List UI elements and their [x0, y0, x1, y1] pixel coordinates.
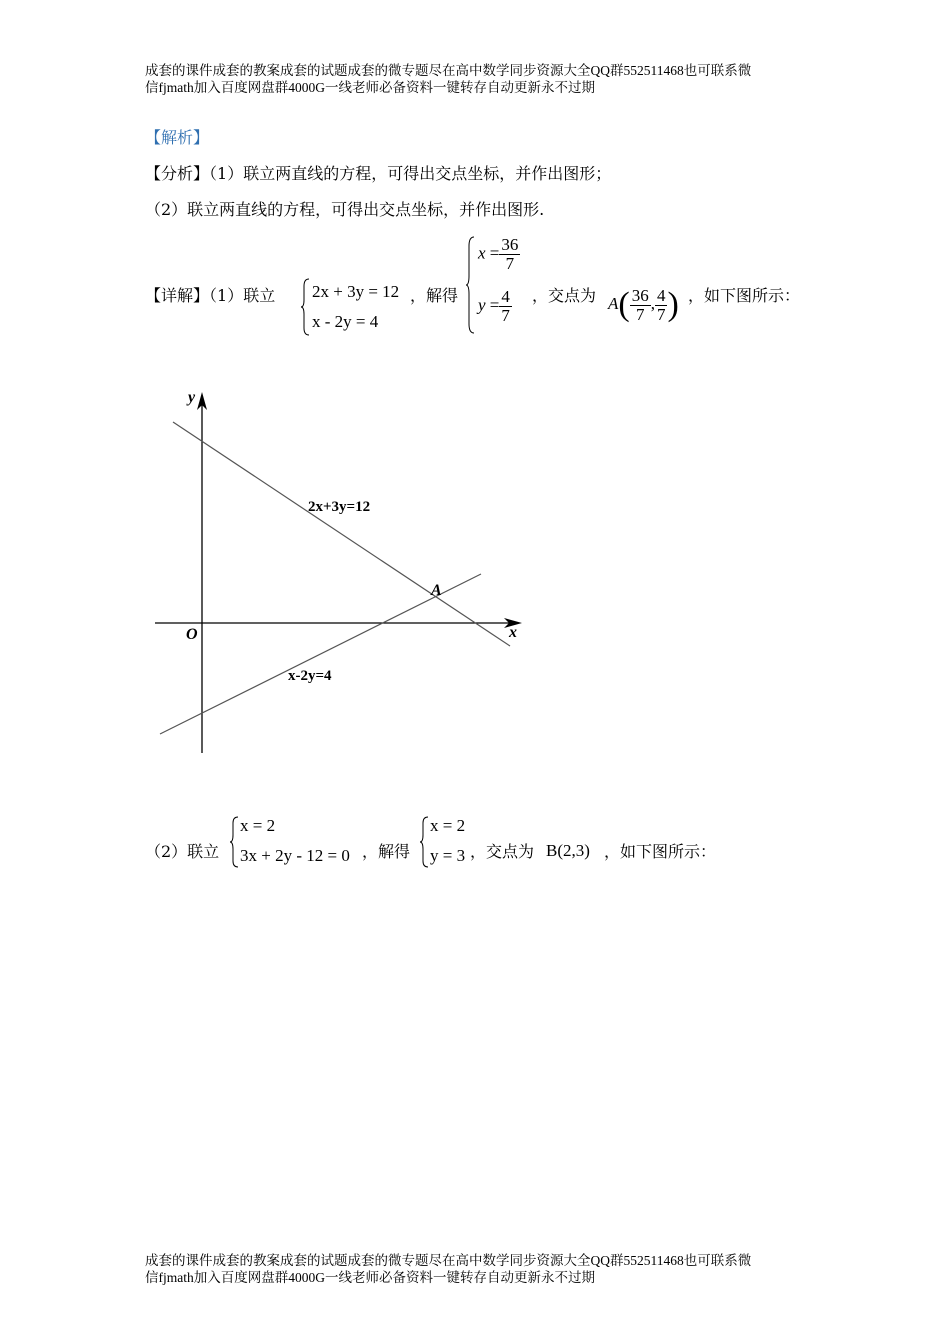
solution2-y: y = 3 — [430, 846, 466, 865]
point-b: B(2,3) — [546, 841, 590, 860]
point-a-y-num: 4 — [656, 285, 666, 305]
solution1-y-den: 7 — [501, 306, 510, 325]
graph-figure — [140, 380, 540, 770]
detail-part1-lead: （1）联立 — [209, 286, 276, 305]
point-a-y-den: 7 — [656, 304, 666, 324]
point-a-x-num: 36 — [631, 285, 649, 305]
header-line-1: 成套的课件成套的教案成套的试题成套的微专题尽在高中数学同步资源大全QQ群552511468也可联系微 — [145, 63, 752, 78]
solution1-x: x = $\frac{36}{7}$ — [478, 235, 519, 273]
detail-part1-prefix — [145, 286, 275, 306]
section-label: 【解析】 — [145, 128, 210, 147]
system1-brace — [301, 278, 311, 336]
y-axis-label: y — [188, 389, 196, 406]
intersection-word-1: ，交点为 — [532, 286, 597, 305]
solution1-x-den: 7 — [505, 254, 515, 273]
point-a-expression: A( $\frac{36}{7}$ , $\frac{4}{7}$ ) — [608, 285, 679, 324]
analysis-part-1: （1）联立两直线的方程，可得出交点坐标，并作出图形； — [209, 164, 612, 183]
point-a-figure-label: A — [431, 582, 442, 599]
as-shown-2: ，如下图所示： — [604, 842, 717, 861]
analysis-line-2: （2）联立两直线的方程，可得出交点坐标，并作出图形. — [145, 200, 545, 219]
analysis-label: 【分析】 — [145, 164, 210, 183]
as-shown-1: ，如下图所示： — [688, 286, 801, 305]
system2-eq2: 3x + 2y - 12 = 0 — [240, 846, 350, 865]
solution1-y: y = $\frac{4}{7}$ — [478, 287, 510, 325]
intersection-word-2: ，交点为 — [470, 842, 535, 861]
footer-line-2: 信fjmath加入百度网盘群4000G一线老师必备资料一键转存自动更新永不过期 — [145, 1270, 595, 1285]
solution1-brace — [466, 236, 476, 334]
line2-label: x-2y=4 — [288, 668, 332, 684]
detail-part2-prefix: （2）联立 — [145, 842, 220, 861]
solution1-y-num: 4 — [501, 287, 510, 306]
system1-eq1: 2x + 3y = 12 — [312, 282, 400, 301]
point-a-x-den: 7 — [635, 304, 645, 324]
solution2-brace — [420, 816, 430, 868]
line-2x-3y-12 — [173, 422, 510, 646]
point-a-label: A — [608, 293, 619, 313]
footer-line-1: 成套的课件成套的教案成套的试题成套的微专题尽在高中数学同步资源大全QQ群552511468也可联系微 — [145, 1253, 752, 1268]
system1-eq2: x - 2y = 4 — [312, 312, 379, 331]
header-line-2: 信fjmath加入百度网盘群4000G一线老师必备资料一键转存自动更新永不过期 — [145, 80, 595, 95]
detail-label: 【详解】 — [145, 286, 210, 305]
system2-brace — [230, 816, 240, 868]
solution2-x: x = 2 — [430, 816, 466, 835]
analysis-line-1 — [145, 164, 611, 184]
origin-label: O — [186, 626, 198, 643]
solve-word-1: ，解得 — [410, 286, 459, 305]
system2-eq1: x = 2 — [240, 816, 276, 835]
page-header — [145, 62, 825, 96]
line1-label: 2x+3y=12 — [308, 499, 371, 515]
solution1-x-num: 36 — [501, 235, 519, 254]
solve-word-2: ，解得 — [362, 842, 411, 861]
page-footer — [145, 1252, 825, 1286]
x-axis-label: x — [509, 624, 517, 641]
